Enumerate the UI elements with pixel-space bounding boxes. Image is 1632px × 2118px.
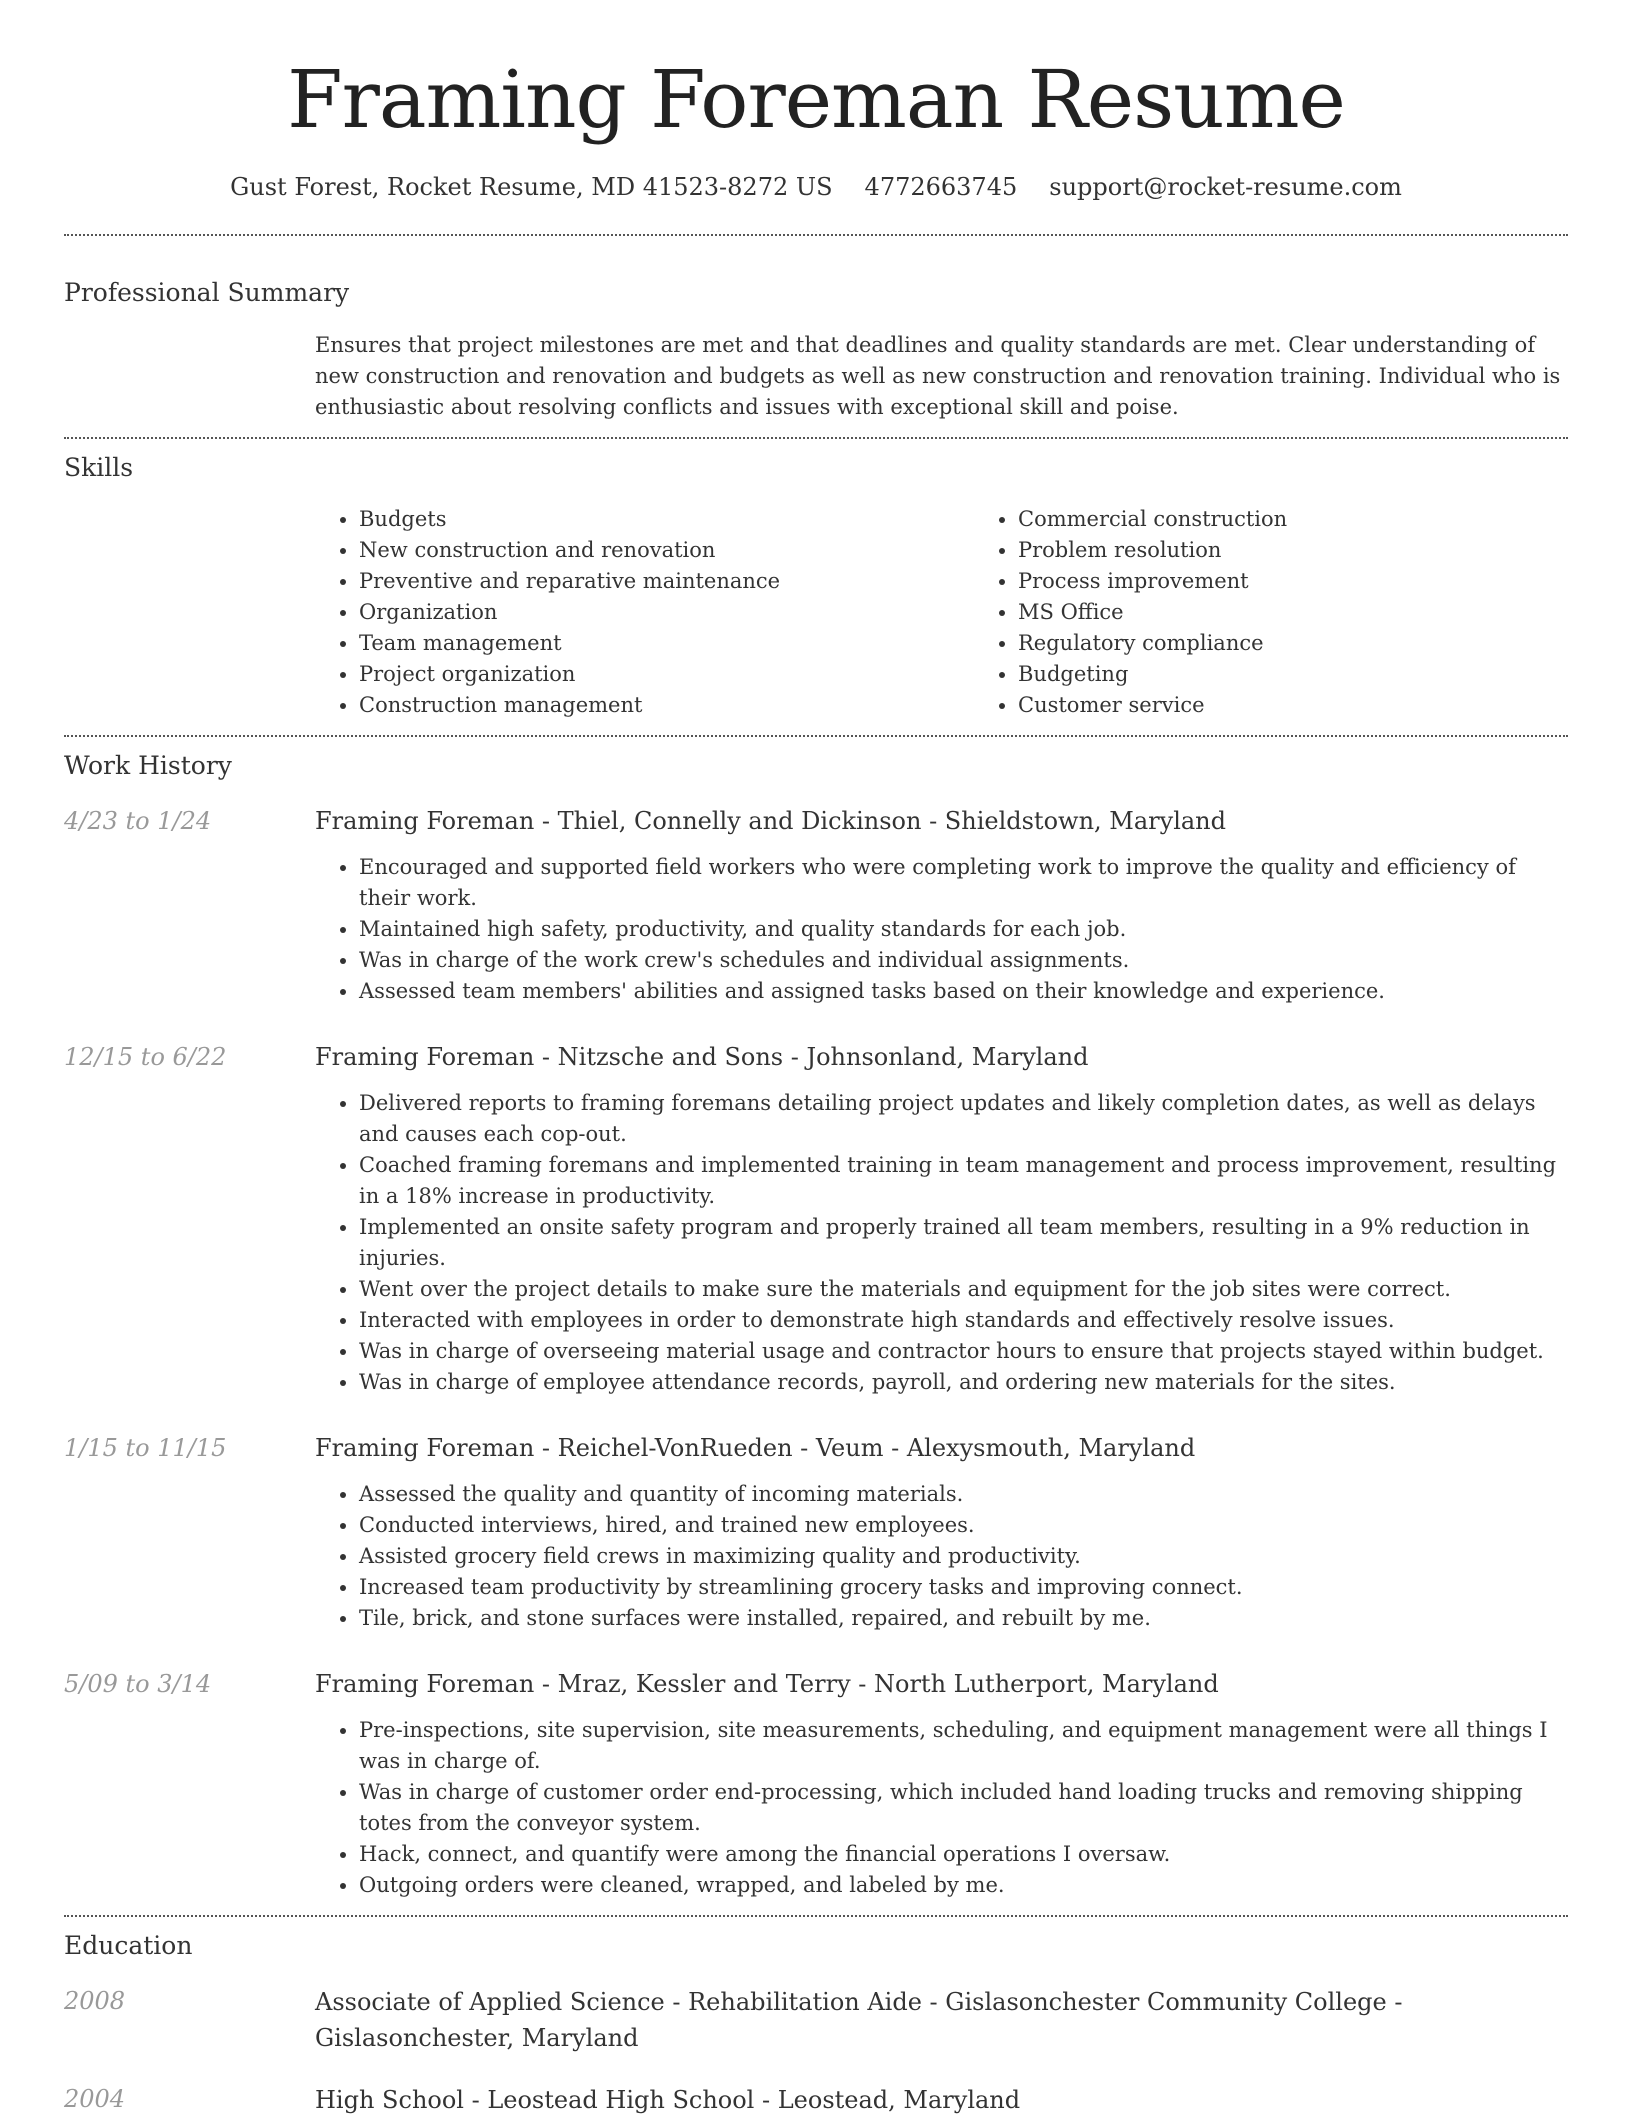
- job-bullet: • Interacted with employees in order to demonstrate high standards and effectively resolve issues.: [359, 1305, 1568, 1336]
- job-bullet: • Pre-inspections, site supervision, site measurements, scheduling, and equipment management were all things I was in charge of.: [359, 1715, 1568, 1777]
- resume-header: [64, 0, 1568, 204]
- job-bullets: [315, 1088, 1568, 1398]
- job-bullet: • Implemented an onsite safety program and properly trained all team members, resulting in a 9% reduction in injuries.: [359, 1212, 1568, 1274]
- work-history-heading: Work History: [64, 751, 232, 780]
- job-title: Framing Foreman - Mraz, Kessler and Terry - North Lutherport, Maryland: [315, 1670, 1219, 1698]
- job-bullet: • Was in charge of the work crew's schedules and individual assignments.: [359, 945, 1568, 976]
- education-title: High School - Leostead High School - Leostead, Maryland: [315, 2086, 1021, 2114]
- job-bullet: • Increased team productivity by streamlining grocery tasks and improving connect.: [359, 1572, 1568, 1603]
- job-bullet: • Went over the project details to make sure the materials and equipment for the job sites were correct.: [359, 1274, 1568, 1305]
- skills-section: [64, 439, 1568, 735]
- summary-heading: Professional Summary: [64, 278, 350, 307]
- contact-address: Gust Forest, Rocket Resume, MD 41523-8272 US: [230, 173, 833, 201]
- job-date: 1/15 to 11/15: [64, 1434, 227, 1462]
- job-date: 12/15 to 6/22: [64, 1043, 227, 1071]
- job-bullets: [315, 1715, 1568, 1901]
- contact-email: support@rocket-resume.com: [1049, 173, 1402, 201]
- job-bullet: • Was in charge of employee attendance records, payroll, and ordering new materials for the sites.: [359, 1367, 1568, 1398]
- skill-item: • Construction management: [359, 690, 974, 721]
- education-date: 2004: [64, 2085, 126, 2113]
- job-bullet: • Assisted grocery field crews in maximizing quality and productivity.: [359, 1541, 1568, 1572]
- skill-item: • Regulatory compliance: [1018, 628, 1632, 659]
- skills-column-right: [974, 504, 1632, 721]
- skills-list: [315, 504, 1632, 721]
- work-history-section: [64, 737, 1568, 1915]
- job-bullet: • Outgoing orders were cleaned, wrapped, and labeled by me.: [359, 1870, 1568, 1901]
- job-bullet: • Assessed the quality and quantity of incoming materials.: [359, 1479, 1568, 1510]
- job-bullet: • Delivered reports to framing foremans detailing project updates and likely completion dates, as well as delays and causes each cop-out.: [359, 1088, 1568, 1150]
- job-date: 4/23 to 1/24: [64, 807, 212, 835]
- skill-item: • MS Office: [1018, 597, 1632, 628]
- education-entry: [64, 2082, 1568, 2118]
- skill-item: • Process improvement: [1018, 566, 1632, 597]
- education-heading: Education: [64, 1931, 193, 1960]
- education-title: Associate of Applied Science - Rehabilitation Aide - Gislasonchester Community College - Gislasonchester, Maryland: [315, 1988, 1403, 2052]
- job-bullet: • Hack, connect, and quantify were among the financial operations I oversaw.: [359, 1839, 1568, 1870]
- education-entry: [64, 1984, 1568, 2056]
- job-bullet: • Was in charge of customer order end-processing, which included hand loading trucks and removing shipping totes from the conveyor system.: [359, 1777, 1568, 1839]
- job-date: 5/09 to 3/14: [64, 1670, 212, 1698]
- contact-line: [64, 170, 1568, 204]
- education-section: [64, 1917, 1568, 2118]
- job-bullet: • Was in charge of overseeing material usage and contractor hours to ensure that projects stayed within budget.: [359, 1336, 1568, 1367]
- skill-item: • Problem resolution: [1018, 535, 1632, 566]
- skill-item: • Budgets: [359, 504, 974, 535]
- skill-item: • Organization: [359, 597, 974, 628]
- education-date: 2008: [64, 1987, 126, 2015]
- skill-item: • Team management: [359, 628, 974, 659]
- job-bullets: [315, 852, 1568, 1007]
- job-bullet: • Maintained high safety, productivity, and quality standards for each job.: [359, 914, 1568, 945]
- job-bullet: • Tile, brick, and stone surfaces were installed, repaired, and rebuilt by me.: [359, 1603, 1568, 1634]
- job-entry: [64, 1040, 1568, 1398]
- job-entry: [64, 804, 1568, 1007]
- job-bullet: • Conducted interviews, hired, and trained new employees.: [359, 1510, 1568, 1541]
- resume-page: [64, 0, 1568, 2118]
- job-bullet: • Assessed team members' abilities and assigned tasks based on their knowledge and experience.: [359, 976, 1568, 1007]
- job-title: Framing Foreman - Thiel, Connelly and Dickinson - Shieldstown, Maryland: [315, 807, 1227, 835]
- skill-item: • Commercial construction: [1018, 504, 1632, 535]
- contact-phone: 4772663745: [864, 173, 1018, 201]
- summary-text: Ensures that project milestones are met and that deadlines and quality standards are met. Clear understanding of new construction and renovation and budgets as well as new construction and renovation training. Individual who is enthusiastic about resolving conflicts and issues with exceptional skill and poise.: [315, 333, 1561, 419]
- skills-column-left: [315, 504, 974, 721]
- summary-section: [64, 236, 1568, 437]
- skill-item: • New construction and renovation: [359, 535, 974, 566]
- skill-item: • Preventive and reparative maintenance: [359, 566, 974, 597]
- job-entry: [64, 1431, 1568, 1634]
- skill-item: • Project organization: [359, 659, 974, 690]
- skill-item: • Customer service: [1018, 690, 1632, 721]
- job-bullet: • Encouraged and supported field workers who were completing work to improve the quality and efficiency of their work.: [359, 852, 1568, 914]
- job-bullet: • Coached framing foremans and implemented training in team management and process improvement, resulting in a 18% increase in productivity.: [359, 1150, 1568, 1212]
- skills-heading: Skills: [64, 453, 134, 482]
- job-bullets: [315, 1479, 1568, 1634]
- resume-title: Framing Foreman Resume: [287, 53, 1345, 146]
- job-title: Framing Foreman - Nitzsche and Sons - Johnsonland, Maryland: [315, 1043, 1089, 1071]
- job-title: Framing Foreman - Reichel-VonRueden - Veum - Alexysmouth, Maryland: [315, 1434, 1196, 1462]
- skill-item: • Budgeting: [1018, 659, 1632, 690]
- job-entry: [64, 1667, 1568, 1901]
